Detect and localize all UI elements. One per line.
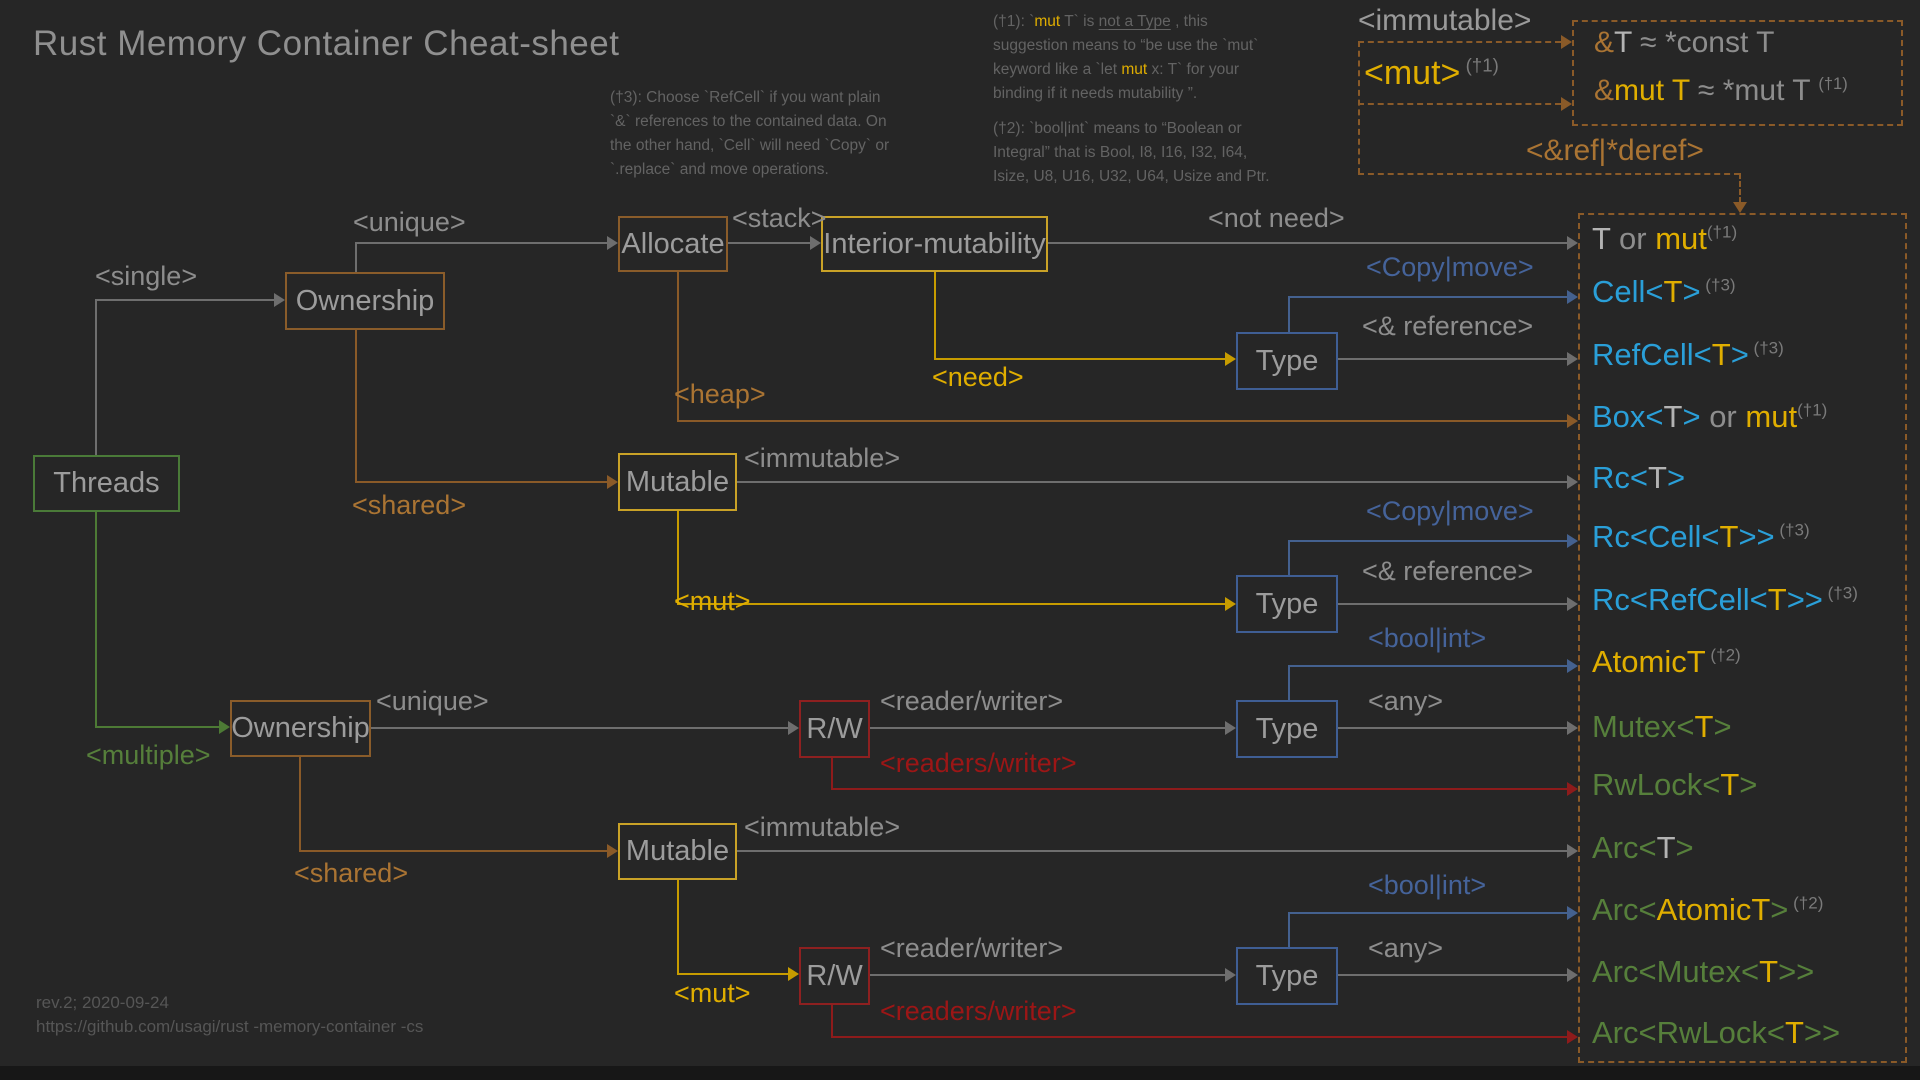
footer-rev: rev.2; 2020-09-24 [36, 993, 169, 1012]
label-immutable-1: <immutable> [744, 443, 901, 473]
type-row-cell: Cell<T> $^{(\dagger 3)}$ [1592, 274, 1736, 309]
footnote-3: (†3): Choose `RefCell` if you want plain `&` references to the contained data. On the other hand, `Cell` will need `Copy` or `.replace` and move operations. [610, 89, 890, 178]
type-row-rc: Rc<T> [1592, 460, 1686, 495]
line-reference-1 [1338, 358, 1570, 360]
type-row-mutex: Mutex<T> [1592, 709, 1732, 744]
type-row-arc-rwlock: Arc<RwLock<T>> [1592, 1015, 1841, 1050]
label-stack: <stack> [732, 203, 827, 233]
page-title: Rust Memory Container Cheat-sheet [33, 24, 620, 63]
line-need [934, 272, 936, 359]
label-reference-2: <& reference> [1362, 556, 1534, 586]
arrowhead [788, 721, 799, 735]
type-row-atomict: AtomicT $^{(\dagger 2)}$ [1592, 644, 1741, 679]
footnote-2: (†2): `bool|int` means to “Boolean or Integral” that is Bool, I8, I16, I32, I64, Isize, U8, U16, U32, U64, Usize and Ptr. [993, 120, 1270, 185]
ref-eq-const: &T ≈ *const T [1594, 26, 1775, 59]
line-copy-move-2 [1288, 541, 1290, 575]
line-copy-move-1 [1288, 297, 1290, 332]
line-multiple [95, 512, 97, 726]
line-shared-2 [299, 757, 301, 851]
node-mutable-1: Mutable [618, 453, 737, 511]
footer [36, 991, 423, 1039]
label-reader-writer-2: <reader/writer> [880, 933, 1064, 963]
line-any-1 [1338, 727, 1570, 729]
line-readers-writer-2 [831, 1036, 1570, 1038]
type-row-t-or-mut: T or mut$^{(\dagger 1)}$ [1592, 221, 1738, 256]
arrowhead [788, 967, 799, 981]
label-any-2: <any> [1368, 933, 1444, 963]
arrowhead [1567, 1030, 1578, 1044]
line-immutable-1 [737, 481, 1570, 483]
label-shared-1: <shared> [352, 490, 467, 520]
arrowhead [1561, 35, 1572, 49]
node-ownership-2: Ownership [230, 700, 371, 757]
arrowhead [1225, 352, 1236, 366]
arrowhead [274, 293, 285, 307]
line-not-need [1048, 242, 1570, 244]
arrowhead [1567, 352, 1578, 366]
line-reader-writer-1 [870, 727, 1228, 729]
label-copy-move-2: <Copy|move> [1366, 496, 1534, 526]
dashed-line [1358, 41, 1561, 43]
node-type-4: Type [1236, 947, 1338, 1005]
label-bool-int-1: <bool|int> [1368, 623, 1487, 653]
arrowhead [607, 844, 618, 858]
node-allocate: Allocate [618, 216, 728, 272]
label-immutable-2: <immutable> [744, 812, 901, 842]
arrowhead [607, 236, 618, 250]
line-any-2 [1338, 974, 1570, 976]
node-mutable-2: Mutable [618, 823, 737, 880]
arrowhead [1567, 414, 1578, 428]
node-type-3: Type [1236, 700, 1338, 758]
arrowhead-down [1733, 202, 1747, 213]
line-stack [728, 242, 813, 244]
arrowhead [1567, 597, 1578, 611]
label-any-1: <any> [1368, 686, 1444, 716]
line-shared-1 [355, 330, 357, 482]
type-row-arc-mutex: Arc<Mutex<T>> [1592, 954, 1815, 989]
label-shared-2: <shared> [294, 858, 409, 888]
dashed-line [1358, 173, 1740, 175]
node-rw-2: R/W [799, 947, 870, 1005]
type-row-arc-atomict: Arc<AtomicT> $^{(\dagger 2)}$ [1592, 892, 1824, 927]
arrowhead [1561, 97, 1572, 111]
ref-eq-mut: &mut T ≈ *mut T $^{(\dagger 1)}$ [1594, 74, 1848, 107]
type-row-rwlock: RwLock<T> [1592, 767, 1758, 802]
arrowhead [1567, 236, 1578, 250]
type-row-refcell: RefCell<T> $^{(\dagger 3)}$ [1592, 337, 1784, 372]
type-row-arc: Arc<T> [1592, 830, 1694, 865]
line-mut-2 [677, 973, 791, 975]
arrowhead [1225, 597, 1236, 611]
node-ownership-1: Ownership [285, 272, 445, 330]
arrowhead [1225, 968, 1236, 982]
line-bool-int-1 [1288, 666, 1290, 700]
label-copy-move-1: <Copy|move> [1366, 252, 1534, 282]
line-unique-2 [371, 727, 791, 729]
label-readers-writer-1: <readers/writer> [880, 748, 1077, 778]
node-threads: Threads [33, 455, 180, 512]
label-reference-1: <& reference> [1362, 311, 1534, 341]
label-reader-writer-1: <reader/writer> [880, 686, 1064, 716]
line-single [95, 299, 97, 455]
type-row-rc-refcell: Rc<RefCell<T>> $^{(\dagger 3)}$ [1592, 582, 1858, 617]
dashed-line [1358, 103, 1561, 105]
arrowhead [219, 720, 230, 734]
arrowhead [607, 475, 618, 489]
line-immutable-2 [737, 850, 1570, 852]
line-single [95, 299, 277, 301]
type-row-rc-cell: Rc<Cell<T>> $^{(\dagger 3)}$ [1592, 519, 1810, 554]
line-shared-1 [355, 481, 610, 483]
footnote-1: (†1): `mut T` is not a Type , this suggestion means to “be use the `mut` keyword like a `let mut x: T` for your binding if it needs mutability ”. [993, 13, 1259, 102]
label-unique-1: <unique> [353, 207, 466, 237]
arrowhead [1567, 968, 1578, 982]
type-row-box: Box<T> or mut$^{(\dagger 1)}$ [1592, 399, 1828, 434]
label-ref-deref: <&ref|*deref> [1526, 134, 1704, 167]
line-mut-1 [677, 603, 1228, 605]
arrowhead [1567, 844, 1578, 858]
label-mut-1: <mut> [674, 586, 751, 616]
line-readers-writer-2 [831, 1005, 833, 1037]
footer-url: https://github.com/usagi/rust -memory-container -cs [36, 1017, 424, 1036]
arrowhead [1567, 475, 1578, 489]
label-heap: <heap> [674, 379, 766, 409]
line-readers-writer-1 [831, 758, 833, 789]
dashed-line [1358, 41, 1360, 174]
arrowhead [1567, 906, 1578, 920]
label-not-need: <not need> [1208, 203, 1345, 233]
node-rw-1: R/W [799, 700, 870, 758]
label-unique-2: <unique> [376, 686, 489, 716]
label-single: <single> [95, 261, 198, 291]
line-heap [677, 420, 1570, 422]
label-mut-topright: <mut> $^{(\dagger 1)}$ [1364, 54, 1499, 92]
line-need [934, 358, 1228, 360]
arrowhead [1567, 659, 1578, 673]
line-copy-move-2 [1288, 540, 1570, 542]
arrowhead [810, 236, 821, 250]
bottom-edge-strip [0, 1066, 1920, 1080]
line-reader-writer-2 [870, 974, 1228, 976]
arrowhead [1567, 782, 1578, 796]
line-unique-1 [355, 243, 357, 272]
label-bool-int-2: <bool|int> [1368, 870, 1487, 900]
label-immutable-topright: <immutable> [1358, 4, 1532, 37]
node-interior-mutability: Interior-mutability [821, 216, 1048, 272]
line-bool-int-2 [1288, 912, 1570, 914]
line-reference-2 [1338, 603, 1570, 605]
arrowhead [1567, 721, 1578, 735]
line-readers-writer-1 [831, 788, 1570, 790]
line-multiple [95, 726, 222, 728]
line-unique-1 [355, 242, 610, 244]
node-type-2: Type [1236, 575, 1338, 633]
label-mut-2: <mut> [674, 978, 751, 1008]
arrowhead [1567, 534, 1578, 548]
dashed-line [1739, 173, 1741, 203]
node-type-1: Type [1236, 332, 1338, 390]
label-multiple: <multiple> [86, 740, 211, 770]
label-need: <need> [932, 362, 1024, 392]
line-mut-2 [677, 880, 679, 974]
line-shared-2 [299, 850, 610, 852]
line-copy-move-1 [1288, 296, 1570, 298]
label-readers-writer-2: <readers/writer> [880, 996, 1077, 1026]
line-bool-int-2 [1288, 913, 1290, 947]
arrowhead [1567, 290, 1578, 304]
line-bool-int-1 [1288, 665, 1570, 667]
arrowhead [1225, 721, 1236, 735]
